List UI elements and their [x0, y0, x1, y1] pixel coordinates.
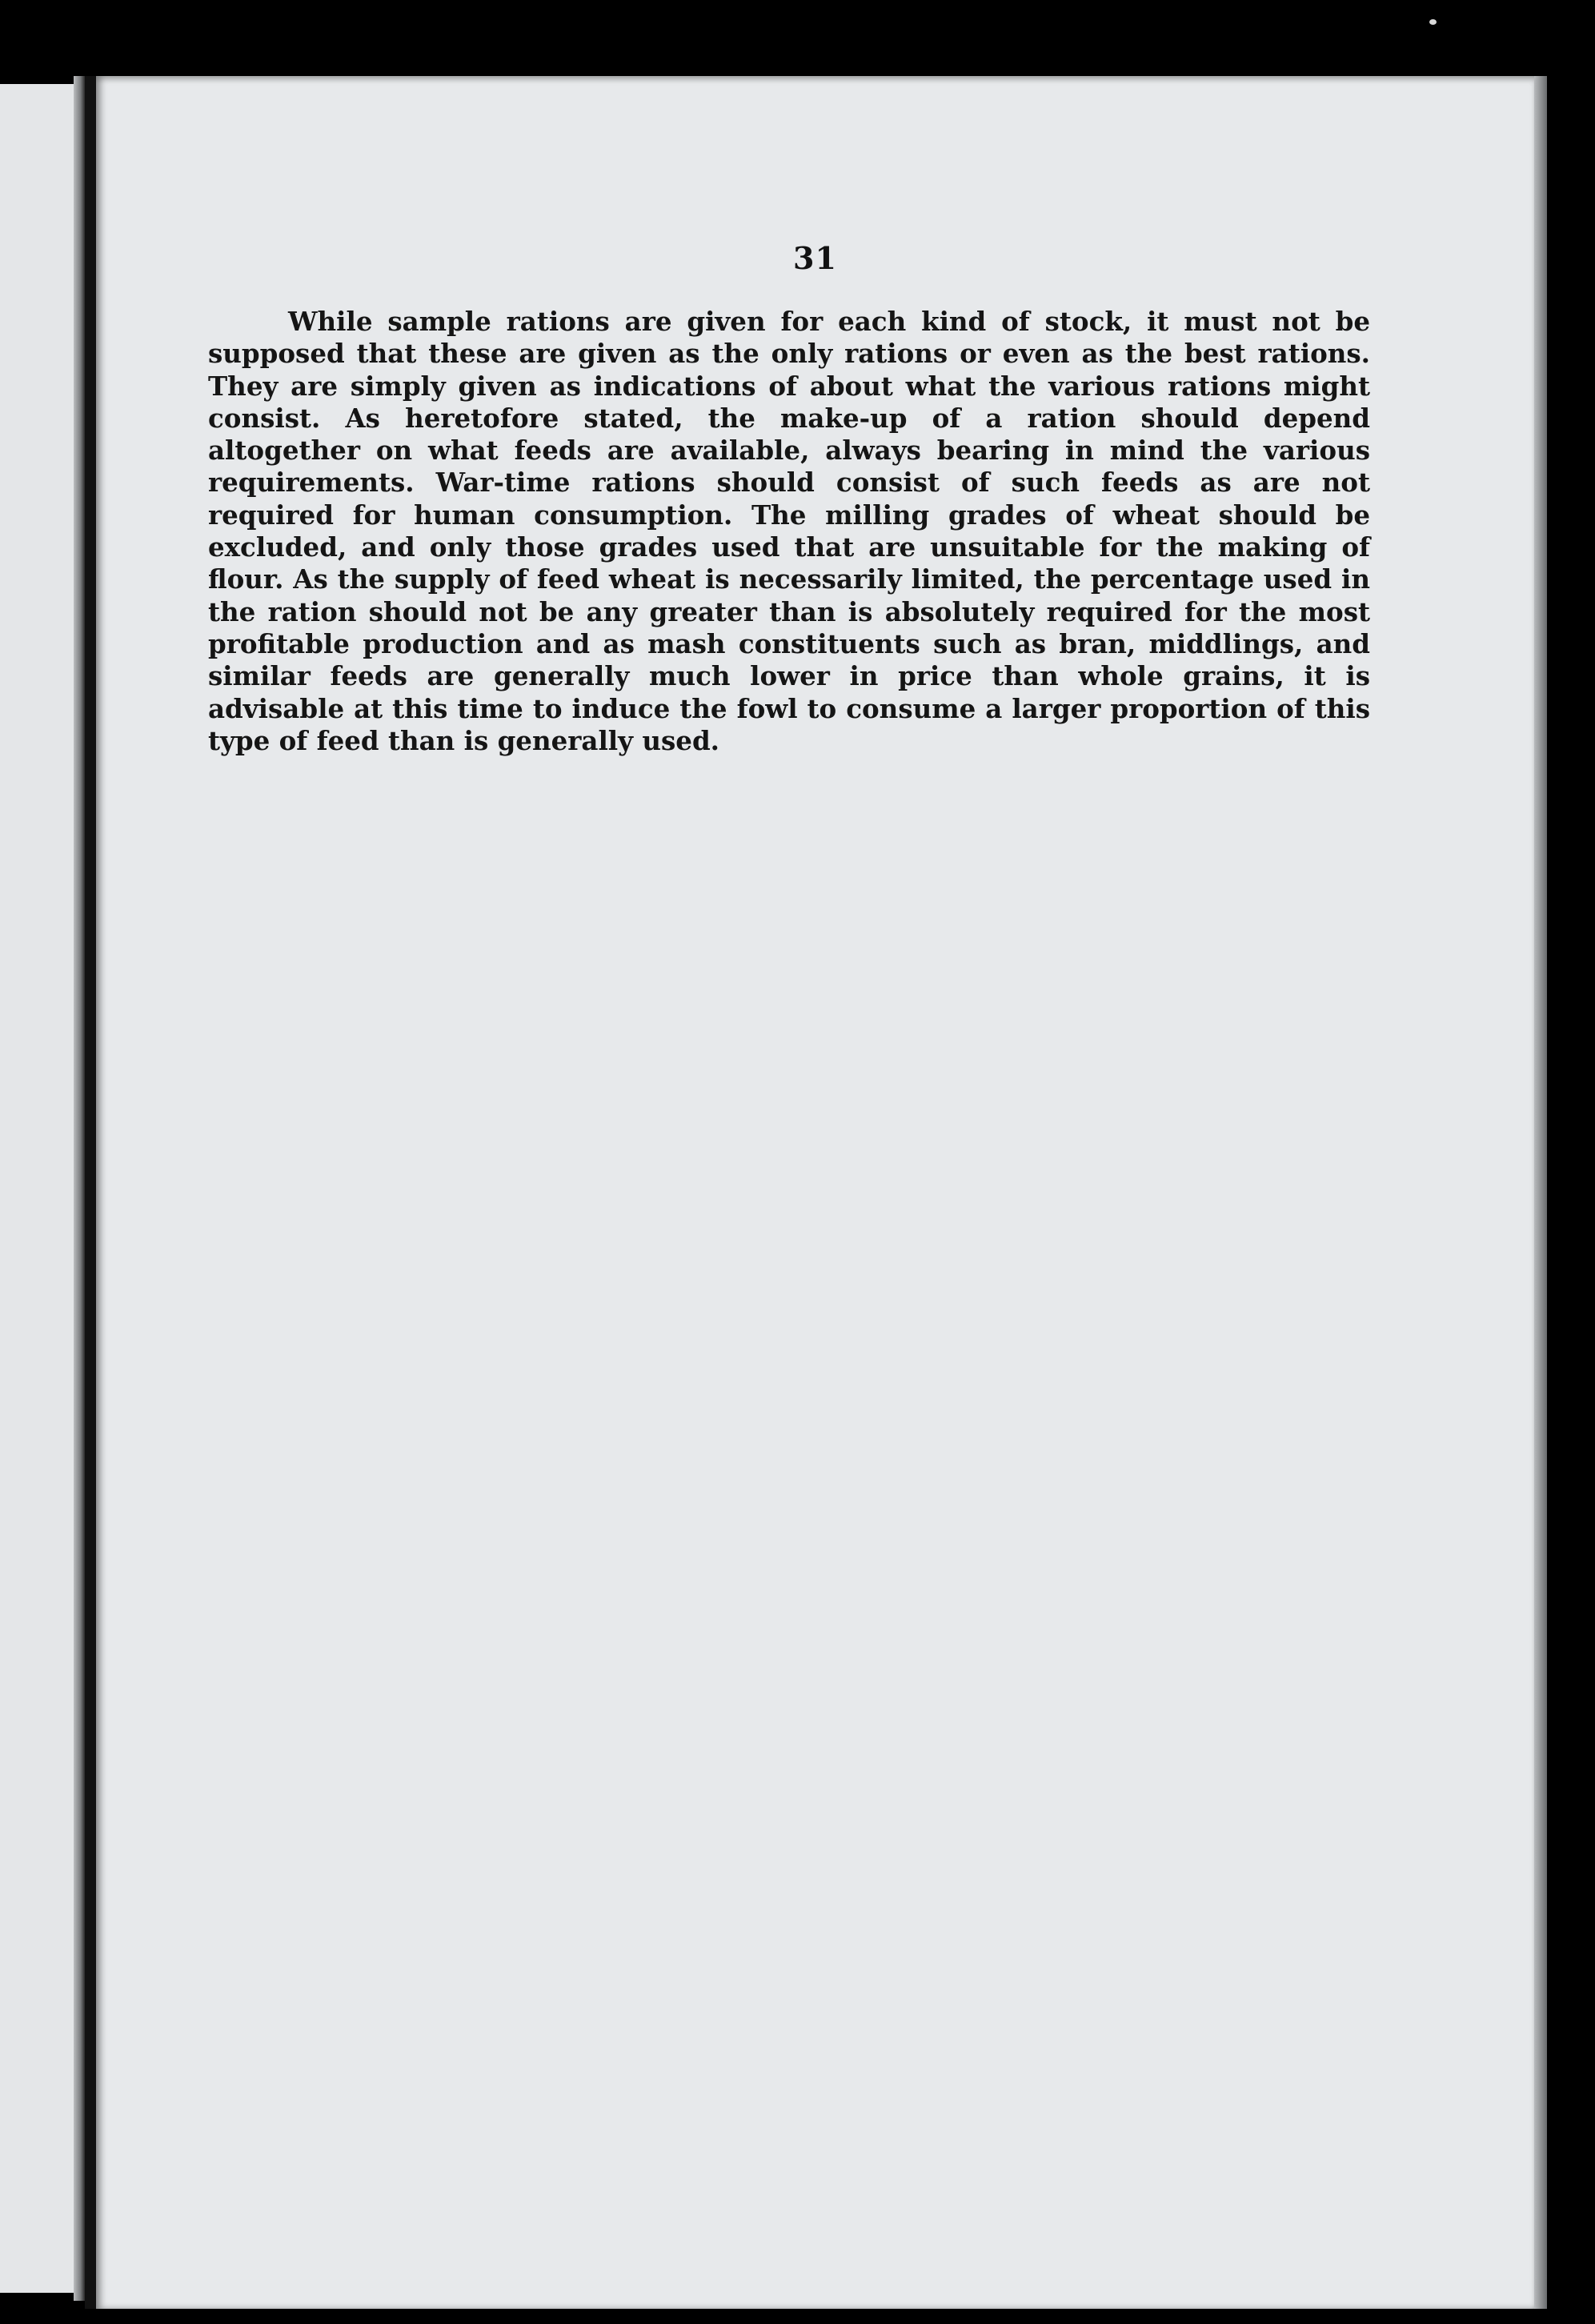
body-paragraph: While sample rations are given for each kind of stock, it must not be supposed that these are given as the only rations or even as the best rations. They are simply given as indications of about what the various rations might consist. As heretofore stated, the make-up of a ration should depend altogether on what feeds are available, always bearing in mind the various requirements. War-time rations should consist of such feeds as are not required for human consumption. The milling grades of wheat should be excluded, and only those grades used that are unsuitable for the making of flour. As the supply of feed wheat is necessarily limited, the percentage used in the ration should not be any greater than is absolutely required for the most profitable production and as mash constituents such as bran, middlings, and similar feeds are generally much lower in price than whole grains, it is advisable at this time to induce the fowl to consume a larger proportion of this type of feed than is generally used.: [208, 306, 1370, 756]
adjacent-page-shadow: [74, 76, 85, 2301]
page-number: 31: [793, 240, 837, 276]
adjacent-page-edge: [0, 84, 74, 2293]
page-right-edge: [1534, 76, 1547, 2309]
scan-speck: [1429, 19, 1437, 25]
book-page: [96, 76, 1534, 2309]
book-gutter: [85, 76, 96, 2309]
